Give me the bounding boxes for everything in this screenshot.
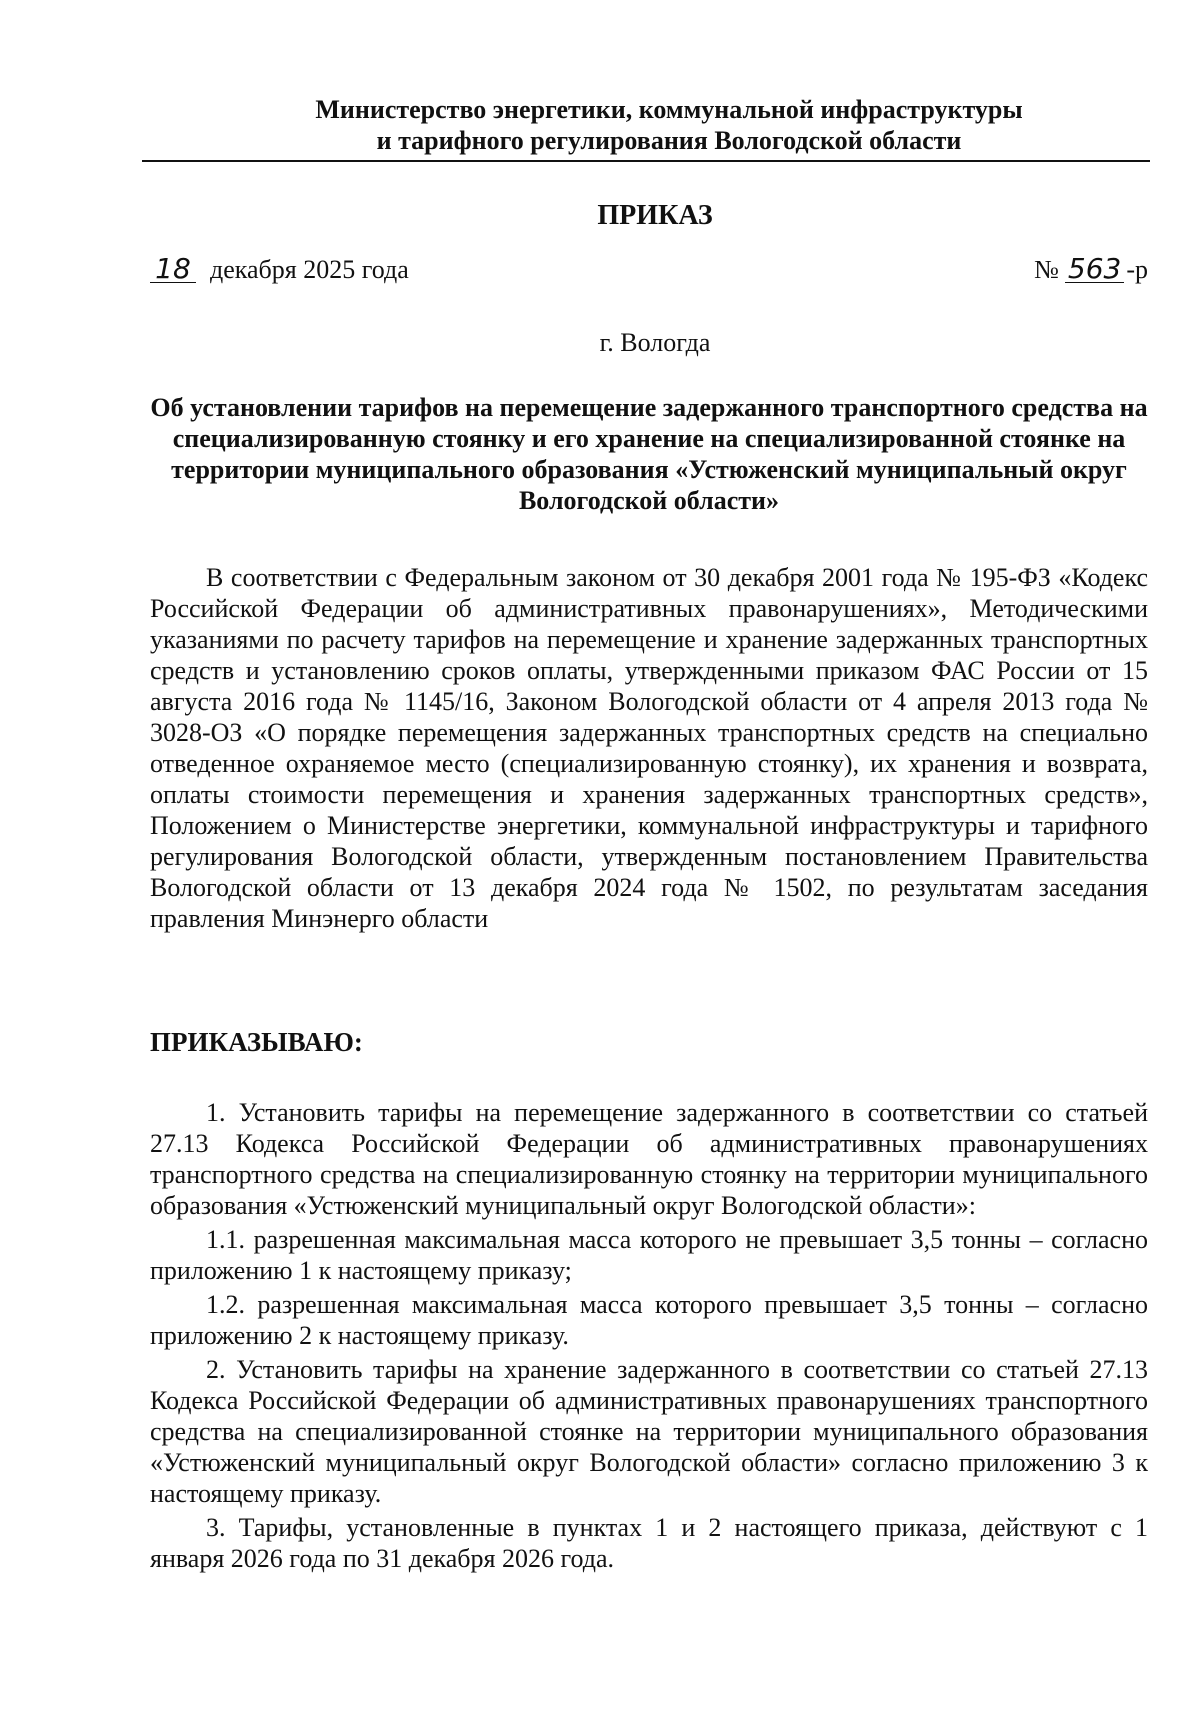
order-item-3: 3. Тарифы, установленные в пунктах 1 и 2 настоящего приказа, действуют с 1 января 2026 года по 31 декабря 2026 года.	[150, 1513, 1148, 1573]
number-handwritten: 563	[1065, 256, 1124, 283]
date-rest: декабря 2025 года	[210, 255, 409, 284]
ministry-name-line-1: Министерство энергетики, коммунальной инфраструктуры	[315, 95, 1023, 124]
date-day-handwritten: 18	[150, 256, 196, 283]
order-item-1: 1. Установить тарифы на перемещение задержанного в соответствии со статьей 27.13 Кодекса Российской Федерации об административных правонарушениях транспортного средства на специализированную стоянку на территории муниципального образования «Устюженский муниципальный округ Вологодской области»:	[150, 1098, 1148, 1220]
document-date	[150, 252, 409, 285]
document-city: г. Вологда	[599, 328, 711, 357]
order-items	[150, 1097, 1148, 1577]
number-suffix: -р	[1126, 255, 1148, 284]
order-item-1-1: 1.1. разрешенная максимальная масса которого не превышает 3,5 тонны – согласно приложению 1 к настоящему приказу;	[150, 1225, 1148, 1285]
order-item-1-2: 1.2. разрешенная максимальная масса которого превышает 3,5 тонны – согласно приложению 2 к настоящему приказу.	[150, 1290, 1148, 1350]
document-title: Об установлении тарифов на перемещение задержанного транспортного средства на специализированную стоянку и его хранение на специализированной стоянке на территории муниципального образования «Устюженский муниципальный округ Вологодской области»	[150, 393, 1148, 515]
document-type: ПРИКАЗ	[597, 200, 713, 231]
preamble-paragraph: В соответствии с Федеральным законом от 30 декабря 2001 года № 195-ФЗ «Кодекс Российской Федерации об административных правонарушениях», Методическими указаниями по расчету тарифов на перемещение и хранение задержанных транспортных средств и установлению сроков оплаты, утвержденными приказом ФАС России от 15 августа 2016 года № 1145/16, Законом Вологодской области от 4 апреля 2013 года № 3028-ОЗ «О порядке перемещения задержанных транспортных средств на специально отведенное охраняемое место (специализированную стоянку), их хранения и возврата, оплаты стоимости перемещения и хранения задержанных транспортных средств», Положением о Министерстве энергетики, коммунальной инфраструктуры и тарифного регулирования Вологодской области, утвержденным постановлением Правительства Вологодской области от 13 декабря 2024 года № 1502, по результатам заседания правления Минэнерго области	[150, 563, 1148, 933]
order-item-2: 2. Установить тарифы на хранение задержанного в соответствии со статьей 27.13 Кодекса Российской Федерации об административных правонарушениях транспортного средства на специализированной стоянке на территории муниципального образования «Устюженский муниципальный округ Вологодской области» согласно приложению 3 к настоящему приказу.	[150, 1355, 1148, 1508]
order-directive: ПРИКАЗЫВАЮ:	[150, 1027, 363, 1057]
ministry-header	[150, 94, 1148, 156]
header-divider	[142, 160, 1150, 162]
ministry-name-line-2: и тарифного регулирования Вологодской области	[376, 126, 962, 155]
number-prefix: №	[1034, 255, 1059, 284]
date-number-line	[150, 252, 1148, 285]
document-number	[1034, 252, 1148, 285]
